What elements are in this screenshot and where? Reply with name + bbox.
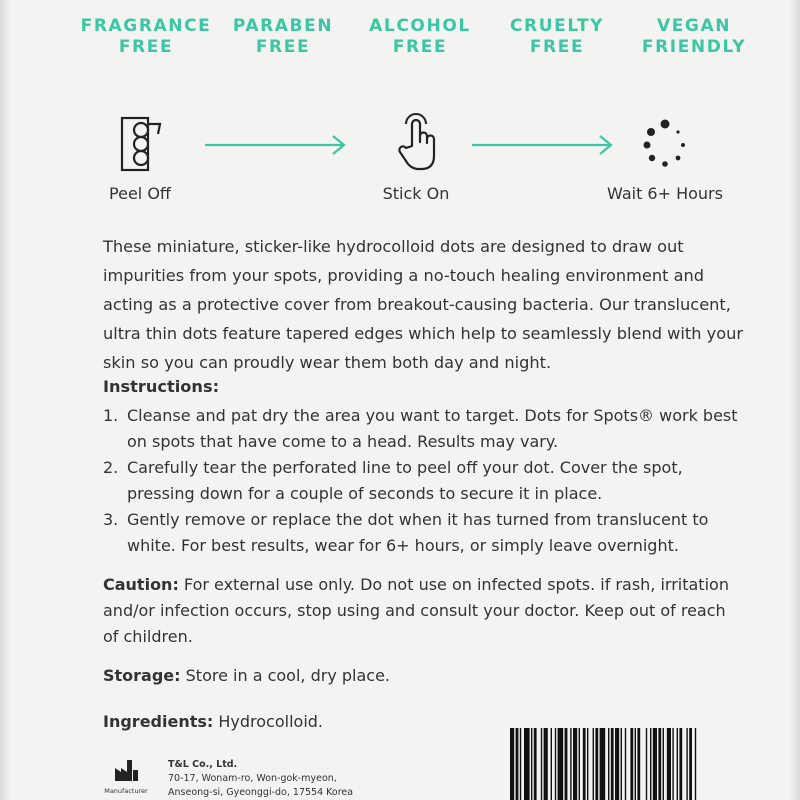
barcode-bar: [558, 728, 564, 800]
arrow-icon: [205, 130, 347, 160]
list-item-number: 2.: [103, 458, 119, 477]
step-wait: [585, 112, 745, 203]
step-label-stick-on: Stick On: [382, 184, 450, 203]
barcode-bar: [646, 728, 647, 800]
manufacturer-info: [168, 758, 418, 800]
caution-label: Caution:: [103, 575, 179, 594]
barcode-bar: [637, 728, 640, 800]
package-left-edge: [0, 0, 10, 800]
caution-text: For external use only. Do not use on infected spots. if rash, irritation and/or infection occurs, stop using and consult your doctor. Keep out of reach of children.: [103, 575, 729, 646]
badge-alcohol-free: ALCOHOL FREE: [369, 16, 471, 57]
barcode-bar: [653, 728, 657, 800]
barcode-bar: [555, 728, 556, 800]
storage-paragraph: [103, 663, 743, 689]
package-right-edge: [790, 0, 800, 800]
barcode-bar: [630, 728, 633, 800]
barcode-bar: [667, 728, 671, 800]
barcode-bar: [663, 728, 664, 800]
wait-spinner-icon: [635, 112, 695, 174]
list-item-number: 3.: [103, 510, 119, 529]
barcode-bar: [686, 728, 687, 800]
peel-off-icon: [110, 112, 170, 174]
barcode-bar: [541, 728, 542, 800]
barcode-bar: [677, 728, 678, 800]
barcode-bar: [621, 728, 622, 800]
barcode-bar: [608, 728, 609, 800]
barcode-bar: [625, 728, 626, 800]
caution-paragraph: [103, 572, 743, 650]
barcode-bar: [516, 728, 519, 800]
barcode-bar: [587, 728, 588, 800]
step-label-wait: Wait 6+ Hours: [607, 184, 723, 203]
barcode-bar: [520, 728, 521, 800]
list-item-text: Carefully tear the perforated line to peel off your dot. Cover the spot, pressing down for a couple of seconds to secure it in place.: [127, 458, 683, 503]
barcode-bar: [593, 728, 594, 800]
manufacturer-address-line2: Anseong-si, Gyeonggi-do, 17554 Korea: [168, 787, 354, 798]
barcode-bar: [534, 728, 537, 800]
ingredients-text: Hydrocolloid.: [213, 712, 324, 731]
barcode-bar: [658, 728, 661, 800]
barcode-bar: [695, 728, 696, 800]
barcode-bar: [679, 728, 682, 800]
ingredients-label: Ingredients:: [103, 712, 214, 731]
list-item: [103, 403, 743, 455]
barcode-bar: [615, 728, 619, 800]
barcode-bar: [579, 728, 580, 800]
manufacturer-icon-label: Manufacturer: [104, 787, 148, 795]
barcode-bar: [570, 728, 571, 800]
product-description: These miniature, sticker-like hydrocolloid dots are designed to draw out impurities from your spots, providing a no-touch healing environment and acting as a protective cover from breakout-causing bacteria. Our translucent, ultra thin dots feature tapered edges which help to seamlessly blend with your skin so you can proudly wear them both day and night.: [103, 237, 744, 372]
barcode-bar: [531, 728, 532, 800]
manufacturer-address-line1: 70-17, Wonam-ro, Won-gok-myeon,: [168, 773, 337, 784]
list-item: [103, 455, 743, 507]
list-item: [103, 507, 743, 559]
barcode-bar: [510, 728, 514, 800]
feature-badges: [80, 16, 760, 58]
barcode-bar: [573, 728, 577, 800]
barcode-bar: [672, 728, 673, 800]
instructions-title: Instructions:: [103, 377, 220, 396]
storage-label: Storage:: [103, 666, 181, 685]
barcode-bar: [544, 728, 548, 800]
badge-paraben-free: PARABEN FREE: [232, 16, 334, 57]
barcode-bar: [600, 728, 606, 800]
step-peel-off: [60, 112, 220, 203]
storage-text: Store in a cool, dry place.: [180, 666, 390, 685]
barcode-bar: [524, 728, 530, 800]
factory-icon: [113, 758, 139, 782]
step-label-peel-off: Peel Off: [109, 184, 171, 203]
badge-fragrance-free: FRAGRANCE FREE: [80, 16, 212, 57]
barcode: [510, 728, 780, 800]
badge-vegan-friendly: VEGAN FRIENDLY: [641, 16, 747, 57]
badge-cruelty-free: CRUELTY FREE: [509, 16, 605, 57]
barcode-bar: [565, 728, 568, 800]
barcode-bar: [583, 728, 586, 800]
list-item-text: Gently remove or replace the dot when it has turned from translucent to white. For best results, wear for 6+ hours, or simply leave overnight.: [127, 510, 709, 555]
list-item-text: Cleanse and pat dry the area you want to target. Dots for Spots® work best on spots that have come to a head. Results may vary.: [127, 406, 738, 451]
manufacturer-company: T&L Co., Ltd.: [168, 759, 238, 770]
barcode-bar: [595, 728, 598, 800]
manufacturer-symbol: [104, 758, 148, 795]
barcode-bar: [689, 728, 692, 800]
finger-touch-icon: [386, 112, 446, 174]
barcode-bar: [551, 728, 552, 800]
barcode-bar: [650, 728, 651, 800]
barcode-bar: [611, 728, 614, 800]
list-item-number: 1.: [103, 406, 119, 425]
instructions-list: [103, 403, 743, 559]
barcode-bar: [635, 728, 636, 800]
